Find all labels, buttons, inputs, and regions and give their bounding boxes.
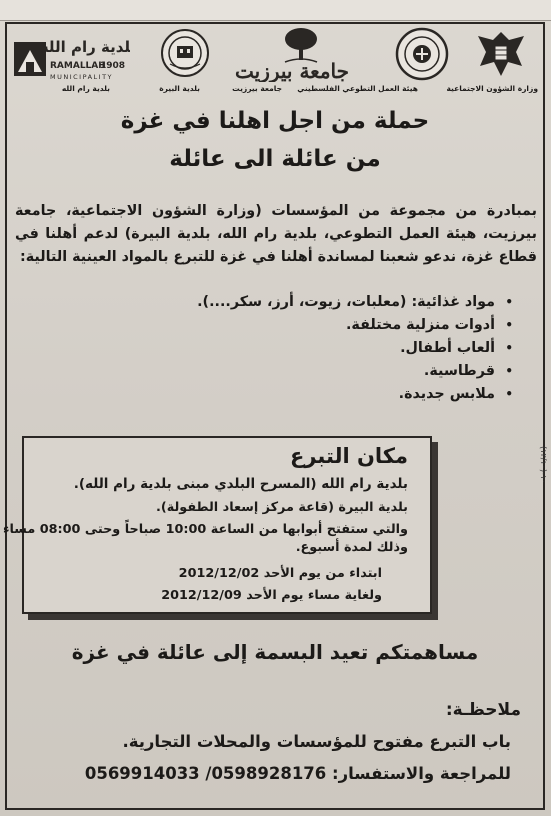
list-item [73,383,513,406]
list-item-text: ملابس جديدة. [398,386,495,402]
list-item-text: قرطاسية. [423,363,495,379]
org-name-ramallah: بلدية رام الله [61,84,110,93]
org-name-bireh: بلدية البيرة [159,84,200,93]
note-open-to-businesses: باب التبرع مفتوح للمؤسسات والمحلات التجارية. [122,732,511,751]
page-top-strip [0,0,551,21]
list-item [73,291,513,314]
org-name-ministry: وزارة الشؤون الاجتماعية [446,84,538,93]
ad-frame [2,22,545,810]
list-item-text: ألعاب أطفال. [400,340,495,356]
bullet-icon: • [505,364,513,378]
end-date: ولغاية مساء يوم الأحد 2012/12/09 [161,588,382,603]
ramallah-municipality-logo [12,36,130,84]
ramallah-logo-arabic: بلدية رام الله [39,38,130,56]
bullet-icon: • [505,318,513,332]
note-contact-phones: للمراجعة والاستفسار: 0598928176/ 0569914033 [84,764,511,783]
notes-heading: ملاحظـة: [445,700,521,720]
list-item [73,337,513,360]
duration: وذلك لمدة أسبوع. [295,540,408,555]
bullet-icon: • [505,295,513,309]
list-item-text: مواد غذائية: (معلبات، زيوت، أرز، سكر....). [197,294,495,310]
volunteer-authority-seal [392,26,452,82]
bullet-icon: • [505,341,513,355]
birzeit-logo-text: جامعة بيرزيت [234,59,350,82]
headline-family-to-family: من عائلة الى عائلة [169,146,381,172]
slogan: مساهمتكم تعيد البسمة إلى عائلة في غزة [71,640,479,664]
donation-location-box [2,436,432,614]
list-item [73,360,513,383]
ministry-eagle-emblem [470,26,532,82]
donation-items-list [73,291,513,406]
org-name-volunteer: هيئة العمل التطوعي الفلسطيني [297,84,418,93]
birzeit-university-logo [215,22,370,82]
intro-paragraph: بمبادرة من مجموعة من المؤسسات (وزارة الشؤون الاجتماعية، جامعة بيرزيت، هيئة العمل التطوعي، بلدية رام الله، بلدية البيرة) لدعم أهلنا في قطاع غزة، ندعو شعبنا لمساندة أهلنا في غزة للتبرع بالمواد العينية التالية: [15,203,537,265]
ramallah-logo-english: RAMALLAH [50,61,106,71]
headline-campaign: حملة من اجل اهلنا في غزة [120,108,430,134]
list-item-text: أدوات منزلية مختلفة. [345,317,495,333]
opening-hours: والتي ستفتح أبوابها من الساعة 10:00 صباحاً وحتى 08:00 مساء [2,522,408,537]
organization-names-row [15,84,540,98]
bullet-icon: • [505,387,513,401]
org-name-birzeit: جامعة بيرزيت [232,84,282,93]
location-ramallah: بلدية رام الله (المسرح البلدي مبنى بلدية رام الله). [73,476,408,492]
location-bireh: بلدية البيرة (قاعة مركز إسعاد الطفولة). [156,500,408,515]
start-date: ابتداء من يوم الأحد 2012/12/02 [178,566,382,581]
ramallah-logo-year: 1908 [100,61,126,71]
list-item [73,314,513,337]
ramallah-logo-sub: MUNICIPALITY [50,73,114,81]
ad-reference-code: (١٢/١٠)-١٠ [539,446,548,484]
donation-location-title: مكان التبرع [290,444,408,468]
bireh-municipality-seal [160,28,210,78]
